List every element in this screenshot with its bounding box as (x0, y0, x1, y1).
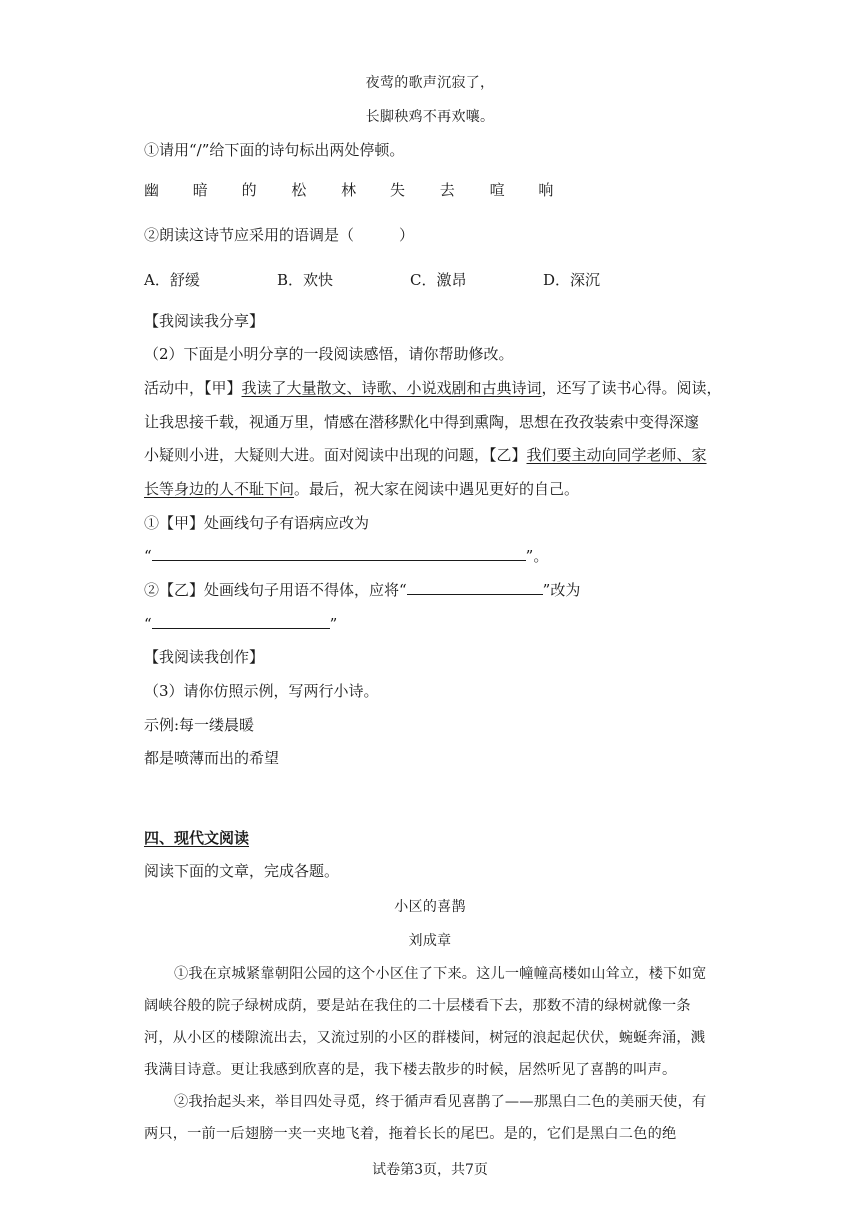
poem-char: 失 (389, 181, 405, 199)
section-4-heading: 四、现代文阅读 (144, 829, 250, 847)
poem-char: 暗 (192, 181, 208, 199)
article-body (144, 958, 716, 1150)
option-a: A．舒缓 (144, 271, 200, 289)
section-4-instruction: 阅读下面的文章，完成各题。 (144, 862, 340, 880)
share-paragraph-line-2: 让我思接千载，视通万里，情感在潜移默化中得到熏陶，思想在孜孜装索中变得深邃 (144, 413, 700, 431)
share-text: 小疑则小进，大疑则大进。面对阅读中出现的问题，【乙】 (144, 446, 527, 464)
page-footer: 试卷第3页，共7页 (372, 1162, 488, 1178)
share-text: 。最后，祝大家在阅读中遇见更好的自己。 (294, 480, 580, 498)
create-example-2: 都是喷薄而出的希望 (144, 749, 280, 767)
article-title: 小区的喜鹊 (394, 899, 466, 915)
poem-line-2: 长脚秧鸡不再欢嚷。 (365, 109, 495, 125)
share-text: ，还写了读书心得。阅读， (541, 379, 722, 397)
question-1-sub-2: ②朗读这诗节应采用的语调是（ ） (144, 226, 415, 244)
poem-char: 喧 (489, 181, 505, 199)
poem-char: 松 (291, 181, 307, 199)
poem-char: 响 (538, 181, 554, 199)
article-paragraph-1: ①我在京城紧靠朝阳公园的这个小区住了下来。这儿一幢幢高楼如山耸立，楼下如宽阔峡谷般的院子绿树成荫，要是站在我住的二十层楼看下去，那数不清的绿树就像一条河，从小区的楼隙流出去，又流过别的小区的群楼间，树冠的浪起起伏伏，蜿蜒奔涌，溅我满目诗意。更让我感到欣喜的是，我下楼去散步的时候，居然听见了喜鹊的叫声。 (144, 966, 707, 1078)
answer-2-mid: ”改为 (542, 581, 581, 599)
underlined-sentence-yi: 长等身边的人不耻下问 (144, 480, 295, 498)
underlined-sentence-yi: 我们要主动向同学老师、家 (526, 446, 707, 464)
answer-2-blank-revised[interactable] (152, 614, 330, 629)
answer-2-revision-line (144, 614, 337, 634)
quote-open: “ (144, 547, 152, 565)
answer-1-line (144, 546, 548, 566)
share-text: 活动中，【甲】 (144, 379, 242, 397)
poem-characters: 幽 暗 的 松 林 失 去 喧 响 (144, 181, 554, 199)
poem-line-1: 夜莺的歌声沉寂了， (365, 75, 495, 91)
option-c: C．激昂 (410, 271, 467, 289)
share-prompt: （2）下面是小明分享的一段阅读感悟，请你帮助修改。 (144, 345, 514, 363)
option-d: D．深沉 (543, 271, 601, 289)
article-paragraph-2: ②我抬起头来，举目四处寻觅，终于循声看见喜鹊了——那黑白二色的美丽天使，有两只，一前一后翅膀一夹一夹地飞着，拖着长长的尾巴。是的，它们是黑白二色的绝 (144, 1094, 707, 1142)
share-paragraph-line-4 (144, 479, 579, 499)
share-paragraph-line-3 (144, 445, 707, 465)
create-heading: 【我阅读我创作】 (144, 648, 265, 666)
answer-2-line (144, 580, 580, 600)
quote-open: “ (144, 615, 152, 633)
answer-1-blank[interactable] (152, 546, 526, 561)
answer-2-blank-original[interactable] (407, 580, 543, 595)
share-heading: 【我阅读我分享】 (144, 312, 265, 330)
share-paragraph-line-1 (144, 378, 722, 398)
question-1-sub-1: ①请用“/”给下面的诗句标出两处停顿。 (144, 141, 405, 159)
poem-char: 去 (439, 181, 455, 199)
poem-char: 的 (241, 181, 257, 199)
create-example-1: 示例:每一缕晨暖 (144, 716, 255, 734)
create-prompt: （3）请你仿照示例，写两行小诗。 (144, 682, 379, 700)
answer-2-prompt: ②【乙】处画线句子用语不得体，应将“ (144, 581, 407, 599)
article-author: 刘成章 (408, 933, 452, 949)
quote-close: ” (329, 615, 338, 633)
quote-close: ”。 (525, 547, 549, 565)
answer-1-prompt: ①【甲】处画线句子有语病应改为 (144, 514, 370, 532)
option-b: B．欢快 (277, 271, 334, 289)
underlined-sentence-jia: 我读了大量散文、诗歌、小说戏剧和古典诗词 (241, 379, 542, 397)
poem-char: 林 (341, 181, 357, 199)
